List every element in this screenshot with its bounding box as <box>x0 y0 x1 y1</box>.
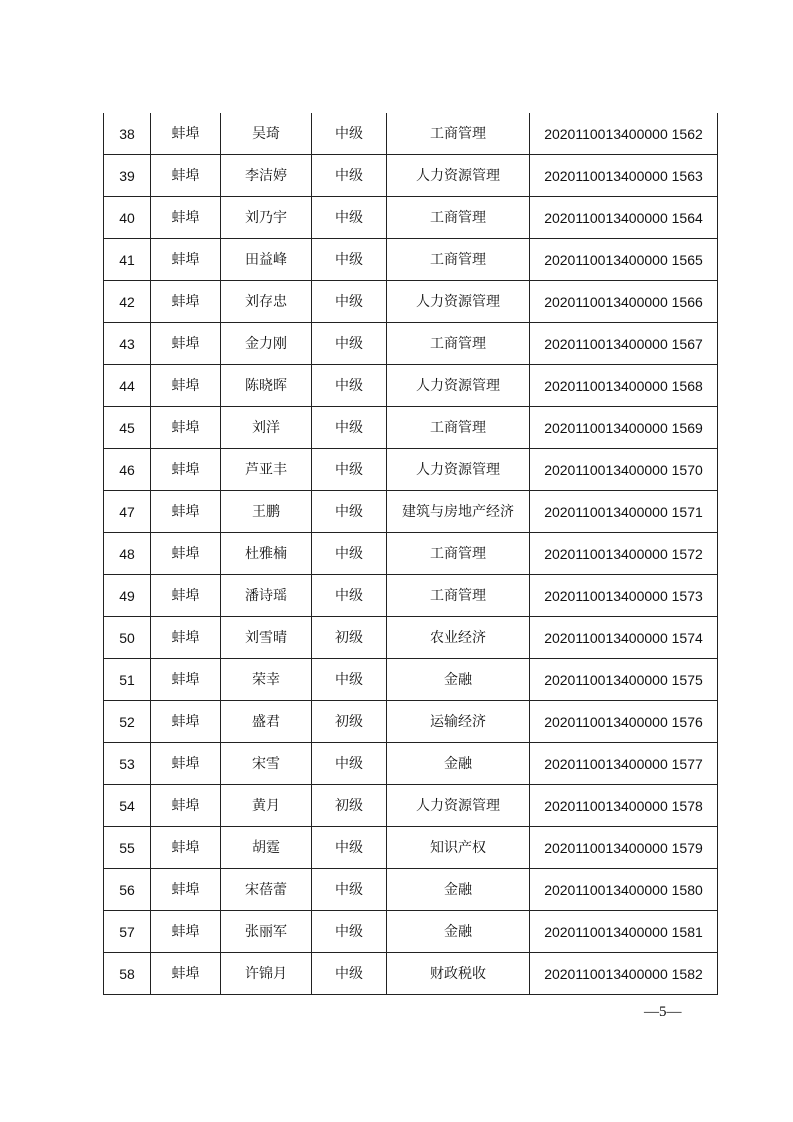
major-cell: 金融 <box>387 659 530 701</box>
row-number-cell: 50 <box>104 617 151 659</box>
city-cell: 蚌埠 <box>151 743 221 785</box>
major-cell: 财政税收 <box>387 953 530 995</box>
table-row <box>104 491 718 533</box>
level-cell: 中级 <box>312 323 387 365</box>
row-number-cell: 42 <box>104 281 151 323</box>
row-number-cell: 55 <box>104 827 151 869</box>
row-number-cell: 41 <box>104 239 151 281</box>
row-number-cell: 46 <box>104 449 151 491</box>
major-cell: 人力资源管理 <box>387 281 530 323</box>
table-row <box>104 365 718 407</box>
row-number-cell: 47 <box>104 491 151 533</box>
certificate-number-cell: 2020110013400000 1562 <box>530 113 718 155</box>
city-cell: 蚌埠 <box>151 617 221 659</box>
level-cell: 中级 <box>312 113 387 155</box>
level-cell: 中级 <box>312 533 387 575</box>
person-name-cell: 胡霆 <box>221 827 312 869</box>
major-cell: 人力资源管理 <box>387 449 530 491</box>
level-cell: 中级 <box>312 575 387 617</box>
roster-table <box>103 113 718 995</box>
row-number-cell: 45 <box>104 407 151 449</box>
table-row <box>104 323 718 365</box>
major-cell: 农业经济 <box>387 617 530 659</box>
person-name-cell: 刘存忠 <box>221 281 312 323</box>
level-cell: 中级 <box>312 197 387 239</box>
table-row <box>104 407 718 449</box>
table-row <box>104 659 718 701</box>
major-cell: 人力资源管理 <box>387 785 530 827</box>
major-cell: 工商管理 <box>387 323 530 365</box>
city-cell: 蚌埠 <box>151 659 221 701</box>
person-name-cell: 刘雪晴 <box>221 617 312 659</box>
certificate-number-cell: 2020110013400000 1568 <box>530 365 718 407</box>
row-number-cell: 39 <box>104 155 151 197</box>
certificate-number-cell: 2020110013400000 1582 <box>530 953 718 995</box>
city-cell: 蚌埠 <box>151 449 221 491</box>
city-cell: 蚌埠 <box>151 575 221 617</box>
table-row <box>104 281 718 323</box>
row-number-cell: 52 <box>104 701 151 743</box>
level-cell: 中级 <box>312 365 387 407</box>
city-cell: 蚌埠 <box>151 701 221 743</box>
table-row <box>104 911 718 953</box>
row-number-cell: 58 <box>104 953 151 995</box>
row-number-cell: 56 <box>104 869 151 911</box>
row-number-cell: 54 <box>104 785 151 827</box>
certificate-number-cell: 2020110013400000 1579 <box>530 827 718 869</box>
person-name-cell: 盛君 <box>221 701 312 743</box>
major-cell: 运输经济 <box>387 701 530 743</box>
major-cell: 工商管理 <box>387 239 530 281</box>
person-name-cell: 张丽军 <box>221 911 312 953</box>
certificate-number-cell: 2020110013400000 1580 <box>530 869 718 911</box>
city-cell: 蚌埠 <box>151 953 221 995</box>
city-cell: 蚌埠 <box>151 869 221 911</box>
city-cell: 蚌埠 <box>151 197 221 239</box>
certificate-number-cell: 2020110013400000 1572 <box>530 533 718 575</box>
level-cell: 初级 <box>312 701 387 743</box>
table-row <box>104 827 718 869</box>
row-number-cell: 57 <box>104 911 151 953</box>
table-row <box>104 617 718 659</box>
table-row <box>104 785 718 827</box>
level-cell: 中级 <box>312 491 387 533</box>
major-cell: 工商管理 <box>387 407 530 449</box>
level-cell: 中级 <box>312 953 387 995</box>
certificate-number-cell: 2020110013400000 1565 <box>530 239 718 281</box>
major-cell: 金融 <box>387 869 530 911</box>
row-number-cell: 53 <box>104 743 151 785</box>
person-name-cell: 许锦月 <box>221 953 312 995</box>
level-cell: 中级 <box>312 449 387 491</box>
row-number-cell: 51 <box>104 659 151 701</box>
person-name-cell: 宋蓓蕾 <box>221 869 312 911</box>
certificate-number-cell: 2020110013400000 1574 <box>530 617 718 659</box>
city-cell: 蚌埠 <box>151 365 221 407</box>
roster-table-body <box>104 113 718 995</box>
level-cell: 中级 <box>312 407 387 449</box>
certificate-number-cell: 2020110013400000 1563 <box>530 155 718 197</box>
table-row <box>104 743 718 785</box>
certificate-number-cell: 2020110013400000 1571 <box>530 491 718 533</box>
row-number-cell: 40 <box>104 197 151 239</box>
level-cell: 中级 <box>312 239 387 281</box>
table-row <box>104 113 718 155</box>
city-cell: 蚌埠 <box>151 281 221 323</box>
person-name-cell: 吴琦 <box>221 113 312 155</box>
person-name-cell: 宋雪 <box>221 743 312 785</box>
certificate-number-cell: 2020110013400000 1575 <box>530 659 718 701</box>
certificate-number-cell: 2020110013400000 1564 <box>530 197 718 239</box>
major-cell: 人力资源管理 <box>387 365 530 407</box>
person-name-cell: 杜雅楠 <box>221 533 312 575</box>
person-name-cell: 潘诗瑶 <box>221 575 312 617</box>
city-cell: 蚌埠 <box>151 155 221 197</box>
row-number-cell: 38 <box>104 113 151 155</box>
level-cell: 中级 <box>312 869 387 911</box>
row-number-cell: 49 <box>104 575 151 617</box>
person-name-cell: 金力刚 <box>221 323 312 365</box>
person-name-cell: 黄月 <box>221 785 312 827</box>
level-cell: 中级 <box>312 743 387 785</box>
roster-sheet <box>103 113 717 995</box>
major-cell: 工商管理 <box>387 533 530 575</box>
person-name-cell: 芦亚丰 <box>221 449 312 491</box>
major-cell: 知识产权 <box>387 827 530 869</box>
city-cell: 蚌埠 <box>151 491 221 533</box>
city-cell: 蚌埠 <box>151 407 221 449</box>
table-row <box>104 197 718 239</box>
row-number-cell: 48 <box>104 533 151 575</box>
person-name-cell: 李洁婷 <box>221 155 312 197</box>
table-row <box>104 155 718 197</box>
city-cell: 蚌埠 <box>151 911 221 953</box>
major-cell: 建筑与房地产经济 <box>387 491 530 533</box>
row-number-cell: 43 <box>104 323 151 365</box>
certificate-number-cell: 2020110013400000 1577 <box>530 743 718 785</box>
major-cell: 人力资源管理 <box>387 155 530 197</box>
certificate-number-cell: 2020110013400000 1566 <box>530 281 718 323</box>
table-row <box>104 575 718 617</box>
certificate-number-cell: 2020110013400000 1581 <box>530 911 718 953</box>
major-cell: 工商管理 <box>387 197 530 239</box>
certificate-number-cell: 2020110013400000 1569 <box>530 407 718 449</box>
major-cell: 金融 <box>387 743 530 785</box>
table-row <box>104 701 718 743</box>
certificate-number-cell: 2020110013400000 1576 <box>530 701 718 743</box>
table-row <box>104 953 718 995</box>
table-row <box>104 869 718 911</box>
person-name-cell: 王鹏 <box>221 491 312 533</box>
table-row <box>104 449 718 491</box>
major-cell: 工商管理 <box>387 575 530 617</box>
city-cell: 蚌埠 <box>151 785 221 827</box>
city-cell: 蚌埠 <box>151 827 221 869</box>
city-cell: 蚌埠 <box>151 113 221 155</box>
major-cell: 金融 <box>387 911 530 953</box>
level-cell: 中级 <box>312 827 387 869</box>
table-row <box>104 533 718 575</box>
level-cell: 中级 <box>312 155 387 197</box>
person-name-cell: 田益峰 <box>221 239 312 281</box>
page-number: —5— <box>644 1004 682 1020</box>
certificate-number-cell: 2020110013400000 1578 <box>530 785 718 827</box>
table-row <box>104 239 718 281</box>
city-cell: 蚌埠 <box>151 533 221 575</box>
row-number-cell: 44 <box>104 365 151 407</box>
level-cell: 中级 <box>312 281 387 323</box>
person-name-cell: 刘洋 <box>221 407 312 449</box>
city-cell: 蚌埠 <box>151 323 221 365</box>
level-cell: 中级 <box>312 911 387 953</box>
level-cell: 初级 <box>312 785 387 827</box>
level-cell: 初级 <box>312 617 387 659</box>
certificate-number-cell: 2020110013400000 1570 <box>530 449 718 491</box>
person-name-cell: 荣幸 <box>221 659 312 701</box>
city-cell: 蚌埠 <box>151 239 221 281</box>
certificate-number-cell: 2020110013400000 1567 <box>530 323 718 365</box>
level-cell: 中级 <box>312 659 387 701</box>
person-name-cell: 刘乃宇 <box>221 197 312 239</box>
person-name-cell: 陈晓晖 <box>221 365 312 407</box>
major-cell: 工商管理 <box>387 113 530 155</box>
certificate-number-cell: 2020110013400000 1573 <box>530 575 718 617</box>
